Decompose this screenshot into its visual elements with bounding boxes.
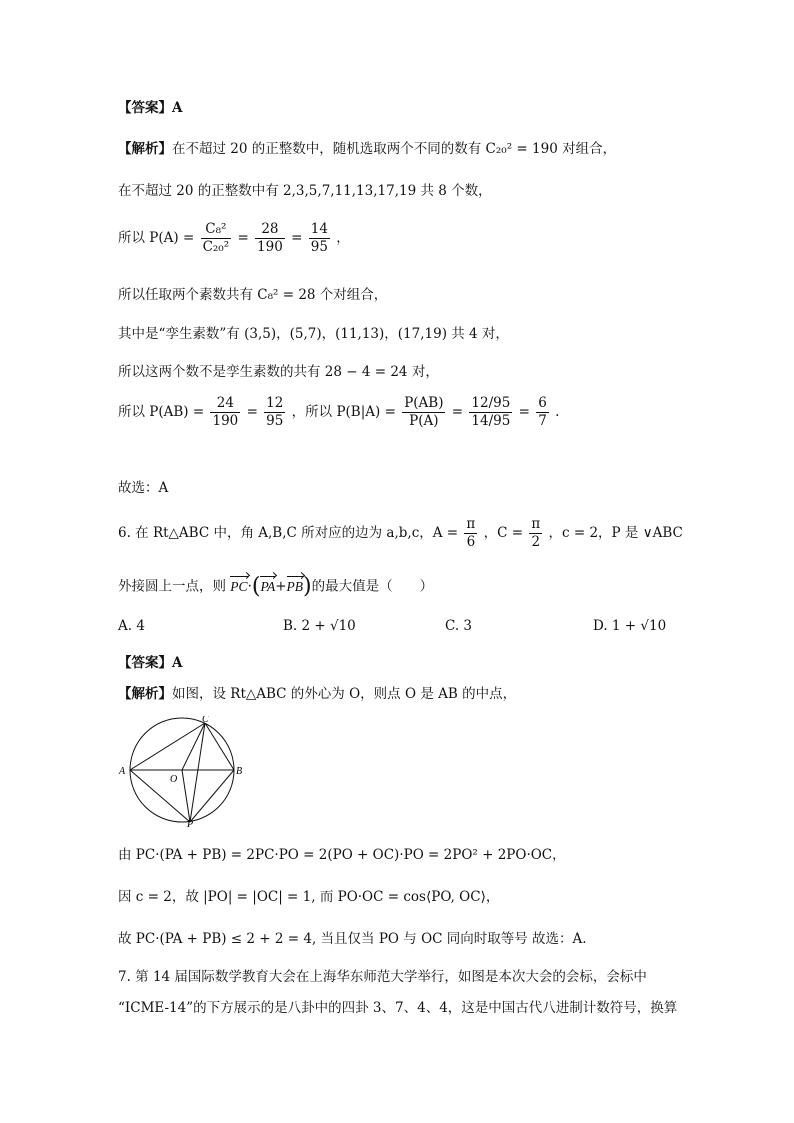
- question-6-stem-line-2: [118, 574, 433, 600]
- fraction: $\frac{P(AB)}{P(A)}$: [404, 395, 444, 429]
- option-d: D. 1 + √10: [593, 618, 667, 634]
- analysis-text: 在不超过 20 的正整数中，随机选取两个不同的数有 C₂₀² = 190 对组合，: [172, 141, 617, 157]
- segment-bc: [205, 723, 234, 770]
- circumcircle-diagram: [118, 716, 243, 828]
- analysis-line-1: [118, 141, 616, 157]
- analysis-line-6: 所以这两个数不是孪生素数的共有 28 − 4 = 24 对，: [118, 364, 439, 380]
- fraction: $\frac{\text{C₈²}}{\text{C₂₀²}}$: [202, 221, 230, 255]
- analysis-2-eq-2: 因 c = 2，故 |PO| = |OC| = 1, 而 PO·OC = cos⟨PO, OC⟩，: [118, 889, 500, 905]
- choose-line-1: 故选：A: [118, 480, 169, 496]
- left-paren: (: [251, 574, 261, 599]
- right-paren: ): [303, 574, 312, 599]
- equals-sign: =: [291, 229, 303, 246]
- fraction: $\frac{28}{190}$: [257, 221, 283, 255]
- fraction: $\frac{24}{190}$: [212, 395, 239, 429]
- conditional-prefix: ，所以 P(B|A) =: [291, 403, 396, 420]
- stem-part: ，c = 2，P 是 ∨ABC: [548, 524, 683, 541]
- analysis-text: 如图，设 Rt△ABC 的外心为 O，则点 O 是 AB 的中点，: [172, 686, 517, 702]
- equals-sign: =: [246, 403, 258, 420]
- equals-sign: =: [451, 403, 464, 420]
- prob-ab-prefix: 所以 P(AB) =: [118, 403, 205, 420]
- option-c: C. 3: [445, 618, 473, 634]
- segment-ap: [130, 770, 190, 822]
- fraction: $\frac{6}{7}$: [538, 395, 547, 429]
- vector-pc: PC: [230, 575, 247, 595]
- analysis-line-7: [118, 395, 559, 430]
- answer-label-1: 【答案】A: [118, 100, 183, 116]
- fraction: $\frac{14}{95}$: [310, 221, 328, 255]
- dot-operator: ·: [247, 578, 252, 595]
- question-7-line-2: “ICME-14”的下方展示的是八卦中的四卦 3、7、4、4，这是中国古代八进制计数符号，换算: [118, 1000, 678, 1016]
- analysis-2-line-1: [118, 686, 516, 702]
- equals-sign: =: [518, 403, 530, 420]
- fraction: $\frac{\pi}{2}$: [531, 516, 541, 550]
- equals-sign: =: [237, 229, 249, 246]
- analysis-line-5: 其中是“孪生素数”有 (3,5)，(5,7)，(11,13)，(17,19) 共 4 对，: [118, 326, 509, 342]
- fraction: $\frac{\pi}{6}$: [466, 516, 476, 550]
- question-6-stem: [118, 516, 683, 551]
- segment-op: [182, 770, 190, 822]
- analysis-label: 【解析】: [118, 141, 172, 157]
- punctuation: .: [555, 403, 560, 420]
- label-p: P: [187, 819, 194, 828]
- vector-pb: PB: [287, 575, 304, 595]
- analysis-line-4: 所以任取两个素数共有 C₈² = 28 个对组合，: [118, 287, 388, 303]
- label-c: C: [202, 716, 209, 725]
- analysis-2-eq-1: 由 PC·(PA + PB) = 2PC·PO = 2(PO + OC)·PO = 2PO² + 2PO·OC，: [118, 847, 566, 863]
- plus-operator: +: [275, 578, 287, 595]
- answer-label-2: 【答案】A: [118, 655, 183, 671]
- analysis-line-3: [118, 221, 350, 256]
- option-b: B. 2 + √10: [283, 618, 356, 634]
- punctuation: ，: [336, 229, 350, 246]
- label-o: O: [170, 774, 178, 785]
- stem-part: 的最大值是（ ）: [311, 578, 434, 595]
- prob-a-prefix: 所以 P(A) =: [118, 229, 195, 246]
- fraction: $\frac{12}{95}$: [266, 395, 284, 429]
- stem-part: 6. 在 Rt△ABC 中，角 A,B,C 所对应的边为 a,b,c，A =: [118, 524, 459, 541]
- analysis-label: 【解析】: [118, 686, 172, 702]
- analysis-line-2: 在不超过 20 的正整数中有 2,3,5,7,11,13,17,19 共 8 个数，: [118, 183, 492, 199]
- vector-pa: PA: [260, 575, 275, 595]
- label-a: A: [119, 766, 126, 777]
- analysis-2-eq-3: 故 PC·(PA + PB) ≤ 2 + 2 = 4, 当且仅当 PO 与 OC 同向时取等号 故选：A.: [118, 931, 587, 947]
- question-7-line-1: 7. 第 14 届国际数学教育大会在上海华东师范大学举行，如图是本次大会的会标，会标中: [118, 969, 647, 985]
- option-a: A. 4: [118, 618, 145, 634]
- label-b: B: [236, 766, 243, 777]
- stem-part: 外接圆上一点，则: [118, 578, 226, 595]
- compound-fraction: $\frac{12/95}{14/95}$: [471, 395, 511, 429]
- stem-part: ，C =: [483, 524, 524, 541]
